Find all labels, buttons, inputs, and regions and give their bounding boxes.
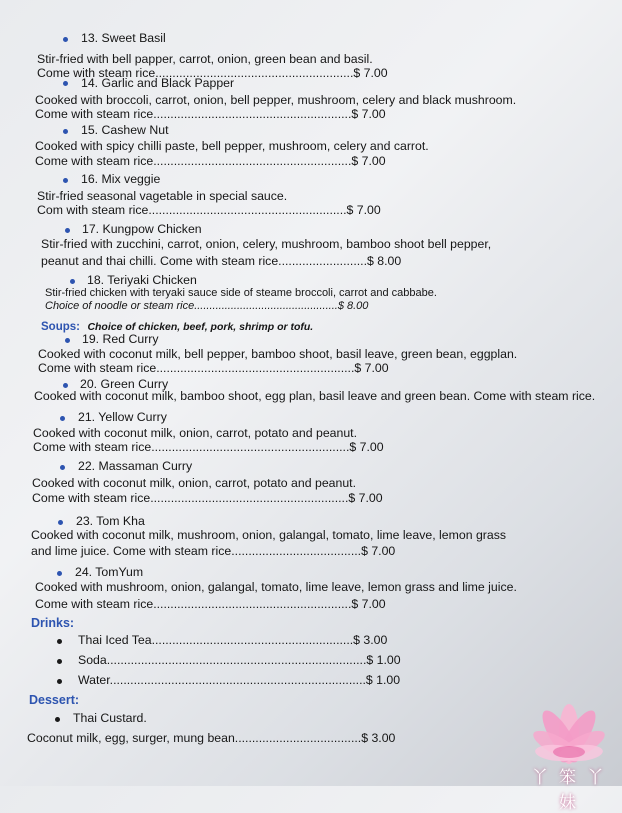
- soups-title: Soups:: [41, 321, 80, 333]
- item-21-name: 21. Yellow Curry: [78, 410, 167, 424]
- item-23-price: and lime juice. Come with steam rice......................................$ 7.00: [31, 544, 396, 558]
- item-16-name: 16. Mix veggie: [81, 172, 161, 186]
- item-17-name: 17. Kungpow Chicken: [82, 222, 202, 236]
- item-17-price: peanut and thai chilli. Come with steam rice..........................$ 8.00: [41, 254, 402, 268]
- item-15-desc: Cooked with spicy chilli paste, bell pepper, mushroom, celery and carrot.: [35, 139, 429, 153]
- watermark-text: 丫 笨 丫 妹: [531, 768, 607, 812]
- item-22-desc: Cooked with coconut milk, onion, carrot, potato and peanut.: [32, 476, 357, 490]
- bullet: [57, 639, 62, 644]
- item-13-name: 13. Sweet Basil: [81, 31, 166, 45]
- bullet: [58, 520, 63, 525]
- item-13-price: Come with steam rice..........................................................$ 7.00: [37, 66, 388, 80]
- item-16-price: Com with steam rice..........................................................$ 7.00: [37, 203, 381, 217]
- item-20-name: 20. Green Curry: [80, 377, 169, 391]
- item-19-desc: Cooked with coconut milk, bell pepper, bamboo shoot, basil leave, green bean, eggplan.: [38, 347, 518, 361]
- item-18-name: 18. Teriyaki Chicken: [87, 273, 197, 287]
- item-15-price: Come with steam rice..........................................................$ 7.00: [35, 154, 386, 168]
- item-24-price: Come with steam rice..........................................................$ 7.00: [35, 597, 386, 611]
- item-21-price: Come with steam rice..........................................................$ 7.00: [33, 440, 384, 454]
- drink-soda: Soda............................................................................$ 1.00: [78, 653, 401, 667]
- bullet: [57, 679, 62, 684]
- item-21-desc: Cooked with coconut milk, onion, carrot, potato and peanut.: [33, 426, 358, 440]
- item-24-name: 24. TomYum: [75, 565, 144, 579]
- item-14-desc: Cooked with broccoli, carrot, onion, bell pepper, mushroom, celery and black mushroom.: [35, 93, 517, 107]
- bullet: [65, 228, 70, 233]
- bullet: [63, 81, 68, 86]
- bullet: [63, 129, 68, 134]
- item-19-name: 19. Red Curry: [82, 332, 159, 346]
- drink-thai-iced-tea: Thai Iced Tea...........................................................$ 3.00: [78, 633, 388, 647]
- item-17-desc: Stir-fried with zucchini, carrot, onion, celery, mushroom, bamboo shoot bell pepper,: [41, 237, 492, 251]
- bullet: [63, 37, 68, 42]
- dessert-item: Thai Custard.: [73, 711, 147, 725]
- bullet: [55, 717, 60, 722]
- item-18-desc: Stir-fried chicken with teryaki sauce side of steame broccoli, carrot and cabbabe.: [45, 287, 437, 299]
- bullet: [60, 416, 65, 421]
- bullet: [70, 279, 75, 284]
- item-18-price: Choice of noodle or steam rice...............................................$ 8.00: [45, 300, 369, 312]
- bullet: [60, 465, 65, 470]
- item-24-desc: Cooked with mushroom, onion, galangal, tomato, lime leave, lemon grass and lime juice.: [35, 580, 517, 594]
- item-16-desc: Stir-fried seasonal vagetable in special sauce.: [37, 189, 288, 203]
- item-13-desc: Stir-fried with bell papper, carrot, onion, green bean and basil.: [37, 52, 373, 66]
- item-19-price: Come with steam rice..........................................................$ 7.00: [38, 361, 389, 375]
- bullet: [57, 571, 62, 576]
- drinks-title: Drinks:: [31, 616, 75, 630]
- item-14-price: Come with steam rice..........................................................$ 7.00: [35, 107, 386, 121]
- item-22-price: Come with steam rice..........................................................$ 7.00: [32, 491, 383, 505]
- dessert-line: Coconut milk, egg, surger, mung bean.....................................$ 3.00: [27, 731, 396, 745]
- item-14-name: 14. Garlic and Black Papper: [81, 76, 235, 90]
- bullet: [63, 178, 68, 183]
- bullet: [65, 338, 70, 343]
- item-23-desc: Cooked with coconut milk, mushroom, onion, galangal, tomato, lime leave, lemon grass: [31, 528, 507, 542]
- drink-water: Water...........................................................................$ 1.00: [78, 673, 401, 687]
- bullet: [63, 383, 68, 388]
- soups-note: Choice of chicken, beef, pork, shrimp or tofu.: [87, 321, 314, 333]
- item-22-name: 22. Massaman Curry: [78, 459, 193, 473]
- item-23-name: 23. Tom Kha: [76, 514, 145, 528]
- bullet: [57, 659, 62, 664]
- item-15-name: 15. Cashew Nut: [81, 123, 169, 137]
- item-20-desc: Cooked with coconut milk, bamboo shoot, egg plan, basil leave and green bean. Come with steam rice.: [34, 389, 596, 403]
- dessert-title: Dessert:: [29, 693, 80, 707]
